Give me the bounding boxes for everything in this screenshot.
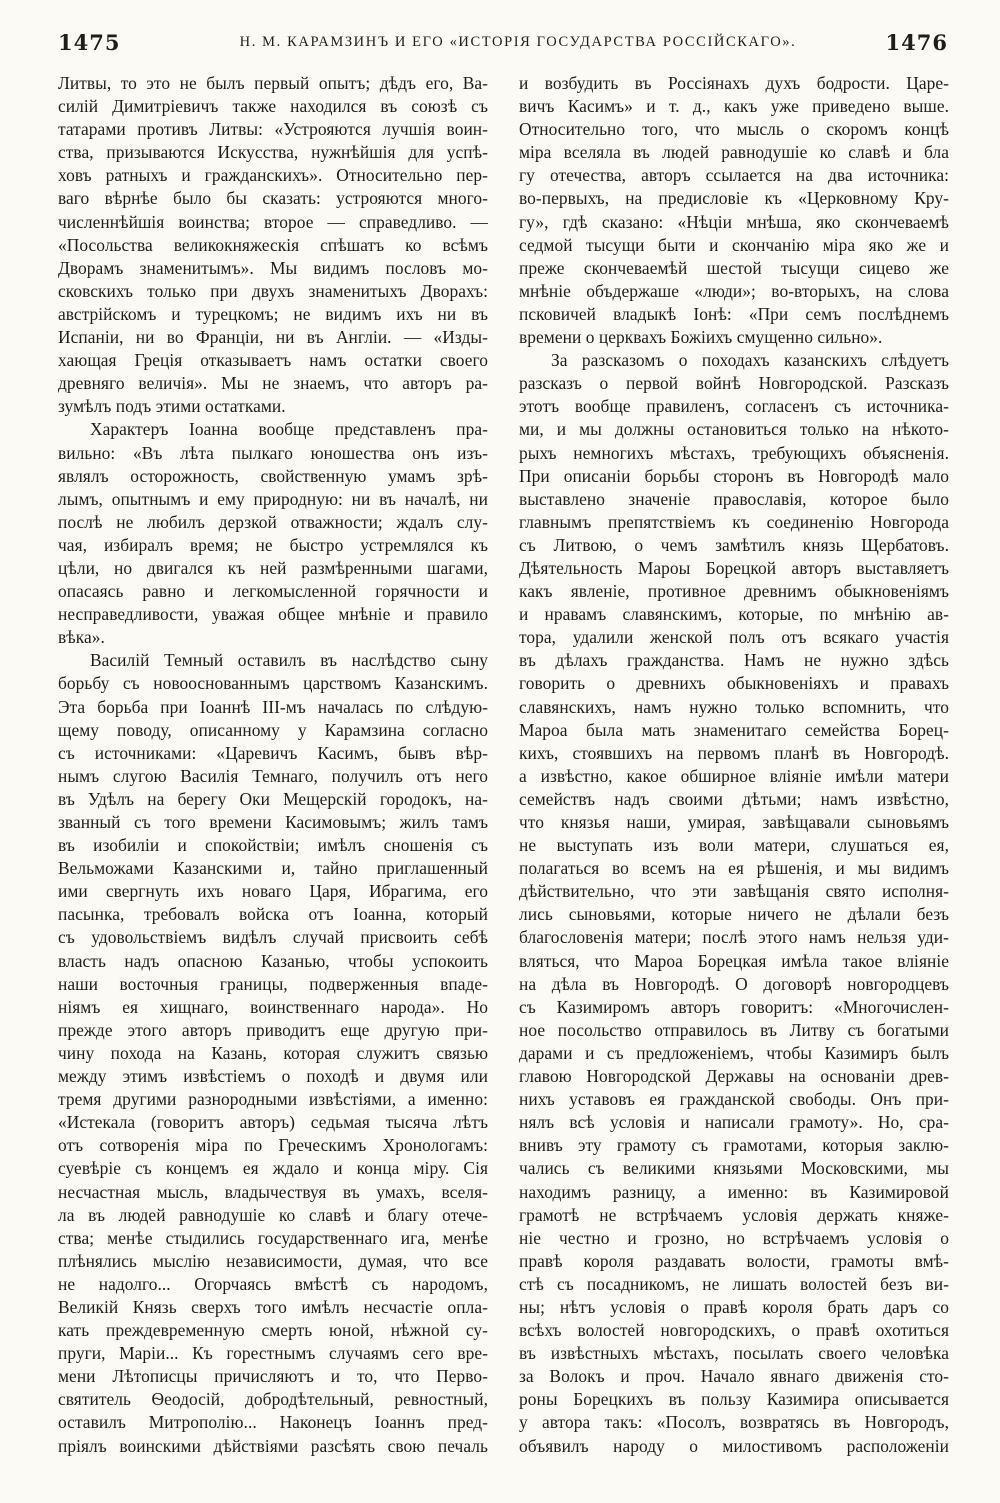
text-line: ства, призываются Искусства, нужнѣйшія для успѣ- [58, 142, 488, 163]
text-line: пасынка, требовалъ войска отъ Іоанна, который [58, 904, 488, 925]
text-line: чались съ великими князьями Московскими, мы [519, 1158, 949, 1179]
text-line: ми, и мы должны остановиться только на нѣкото- [519, 419, 949, 440]
text-line: славянскихъ, намъ нужно только вспомнить, что [519, 696, 949, 717]
page-number-right: 1476 [885, 30, 948, 55]
text-line: ны; нѣтъ условія о правѣ короля брать даръ со [519, 1296, 949, 1317]
text-line: вляться, что Мароа Борецкая имѣла такое вліяніе [519, 950, 949, 971]
text-line: во-первыхъ, на предисловіе къ «Церковному Кру- [519, 188, 949, 209]
text-line: ніямъ ея хищнаго, воинственнаго народа». Но [58, 996, 488, 1017]
text-line: ховъ ратныхъ и гражданскихъ». Относительно пер- [58, 165, 488, 186]
text-line: а извѣстно, какое обширное вліяніе имѣли матери [519, 765, 949, 786]
text-line: этотъ вообще правиленъ, согласенъ съ источника- [519, 396, 949, 417]
text-line: пруги, Маріи... Къ горестнымъ случаямъ сего вре- [58, 1343, 488, 1364]
text-line: лымъ, опытнымъ и ему природную: ни въ началѣ, ни [58, 488, 488, 509]
text-line: съ удовольствіемъ видѣлъ случай присвоить себѣ [58, 927, 488, 948]
text-line: мени Лѣтописцы причисляютъ и то, что Перво- [58, 1366, 488, 1387]
text-line: Вельможами Казанскими и, тайно приглашенный [58, 858, 488, 879]
text-line: и возбудить въ Россіянахъ духъ бодрости. Царе- [519, 73, 949, 93]
text-line: псковичей владыкѣ Іонѣ: «При семъ послѣднемъ [519, 303, 949, 324]
text-line: стѣ съ посадникомъ, не лишать волостей безъ ви- [519, 1273, 949, 1294]
text-line: у автора такъ: «Посолъ, возвратясь въ Новгородъ, [519, 1412, 949, 1433]
text-line: Василій Темный оставилъ въ наслѣдство сыну [90, 650, 488, 671]
text-line: правѣ короля раздавать волости, грамоты вмѣ- [519, 1250, 949, 1271]
page-header [58, 22, 948, 56]
text-line: грамотѣ не встрѣчаемъ условія держать княже- [519, 1204, 949, 1225]
text-line: наши восточныя границы, подверженныя впаде- [58, 973, 488, 994]
text-line: нялъ всѣ условія и написали грамоту». Но, сра- [519, 1112, 949, 1133]
text-line: не выступать изъ воли матери, слушаться ея, [519, 835, 949, 856]
text-line: чину похода на Казань, которая служитъ связью [58, 1042, 488, 1063]
text-line: плѣнялись мыслію независимости, думая, что все [58, 1250, 488, 1271]
text-line: гу отечества, авторъ ссылается на два источника: [519, 165, 949, 186]
text-line: внивъ эту грамоту съ грамотами, которыя заклю- [519, 1135, 949, 1156]
text-line: цѣли, но двигался къ ней размѣренными шагами, [58, 557, 488, 578]
text-line: татарами противъ Литвы: «Устрояются лучшія воин- [58, 119, 488, 140]
text-line: зумѣлъ подъ этими остатками. [58, 396, 286, 417]
text-line: не надолго... Огорчаясь вмѣстѣ съ народомъ, [58, 1273, 488, 1294]
text-line: званный съ того времени Касимовымъ; жилъ тамъ [58, 812, 488, 832]
text-line: главнымъ препятствіемъ къ соединенію Новгорода [519, 511, 949, 532]
text-line: древняго величія». Мы не знаемъ, что авторъ ра- [58, 373, 488, 394]
text-line: гу», гдѣ сказано: «Нѣціи мнѣша, яко скончеваемѣ [519, 211, 949, 232]
text-line: Эта борьба при Іоаннѣ III-мъ началась по слѣдую- [58, 696, 488, 717]
text-line: ими свергнуть ихъ новаго Царя, Ибрагима, его [58, 881, 488, 902]
text-line: ніе честно и грозно, но встрѣчаемъ условія о [519, 1227, 949, 1248]
text-line: рыхъ немногихъ мѣстахъ, требующихъ объясненія. [519, 442, 949, 463]
text-line: власть надъ опасною Казанью, чтобы успокоить [58, 950, 488, 971]
text-line: При описаніи борьбы сторонъ въ Новгородѣ мало [519, 465, 949, 486]
text-line: вичъ Касимъ» и т. д., какъ уже приведено выше. [519, 96, 949, 117]
text-line: дѣйствительно, что эти завѣщанія свято исполня- [519, 881, 949, 902]
text-line: Великій Князь сверхъ того имѣлъ несчастіе опла- [58, 1296, 488, 1317]
text-line: въ Удѣлъ на берегу Оки Мещерскій городокъ, на- [58, 788, 488, 809]
text-line: за Волокъ и проч. Начало явнаго движенія сто- [519, 1366, 949, 1387]
text-line: силій Димитріевичъ также находился въ союзѣ съ [58, 96, 488, 117]
text-line: всѣхъ волостей новгородскихъ, о правѣ охотиться [519, 1320, 949, 1341]
text-line: главою Новгородской Державы на основаніи древ- [519, 1066, 949, 1087]
text-line: опасаясь равно и легкомысленной горячности и [58, 581, 488, 602]
text-line: лись сыновьями, которые ничего не дѣлали безъ [519, 904, 949, 925]
text-line: Относительно того, что мысль о скоромъ концѣ [519, 119, 949, 140]
text-line: времени о церквахъ Божіихъ смущенно сильно». [519, 327, 883, 348]
text-line: вѣка». [58, 627, 105, 648]
text-line: суевѣріе съ концемъ ея ждало и конца міру. Сія [58, 1158, 488, 1179]
text-line: Дворамъ знаменитымъ». Мы видимъ пословъ мо- [58, 257, 488, 278]
text-line: въ извѣстныхъ мѣстахъ, посылать своего человѣка [519, 1343, 949, 1364]
text-line: нымъ слугою Василія Темнаго, получилъ отъ него [58, 765, 488, 786]
text-line: борьбу съ новооснованнымъ царствомъ Казанскимъ. [58, 673, 488, 694]
text-line: «Посольства великокняжескія спѣшатъ ко всѣмъ [58, 234, 488, 255]
text-line: чая, избиралъ время; не быстро устремлялся къ [58, 534, 488, 555]
text-line: съ источниками: «Царевичъ Касимъ, бывъ вѣр- [58, 742, 488, 763]
text-line: благословенія матери; послѣ этого намъ нельзя уди- [519, 927, 949, 948]
text-line: мнѣніе объдержаше «люди»; во-вторыхъ, на слова [519, 280, 949, 301]
text-line: въ дѣлахъ гражданства. Намъ не нужно здѣсь [519, 650, 949, 671]
text-line: находимъ разницу, а именно: въ Казимировой [519, 1181, 949, 1202]
text-line: несчастная мысль, владычествуя въ умахъ, вселя- [58, 1181, 488, 1202]
text-line: роны Борецкихъ въ пользу Казимира описывается [519, 1389, 949, 1410]
text-line: численнѣйшія воинства; второе — справедливо. — [58, 211, 488, 232]
text-line: кихъ, стоявшихъ на первомъ планѣ въ Новгородѣ. [519, 742, 949, 763]
text-line: кать преждевременную смерть юной, нѣжной су- [58, 1320, 488, 1341]
text-line: хающая Греція отказываетъ намъ остатки своего [58, 350, 488, 371]
right-column [519, 72, 949, 1458]
running-title: Н. М. КАРАМЗИНЪ И ЕГО «ИСТОРІЯ ГОСУДАРСТВА РОССІЙСКАГО». [239, 34, 797, 50]
text-line: міра вселяла въ людей равнодушіе ко славѣ и бла [519, 142, 949, 163]
text-line: являлъ осторожность, свойственную умамъ зрѣ- [58, 465, 488, 486]
text-line: несправедливости, уважая общее мнѣніе и правило [58, 604, 488, 625]
text-line: ства; менѣе стыдились государственнаго ига, менѣе [58, 1227, 488, 1248]
text-line: ла въ людей равнодушіе ко славѣ и благу отече- [58, 1204, 488, 1225]
text-line: послѣ не любилъ дерзкой отважности; ждалъ слу- [58, 511, 488, 532]
text-line: Дѣятельность Мароы Борецкой авторъ выставляетъ [519, 557, 949, 578]
text-line: Мароа была мать знаменитаго семейства Борец- [519, 719, 949, 740]
text-line: пріялъ воинскими дѣйствіями разсѣять свою печаль [58, 1435, 488, 1456]
text-line: и нравамъ славянскимъ, которые, по мнѣнію ав- [519, 604, 949, 625]
text-line: какъ явленіе, противное древнимъ обыкновеніямъ [519, 581, 949, 602]
text-line: преже скончеваемѣй шестой тысущи сицево же [519, 257, 949, 278]
text-line: съ Казимиромъ авторъ говоритъ: «Многочислен- [519, 996, 949, 1017]
text-line: седмой тысущи быти и скончанію міра яко же и [519, 234, 949, 255]
text-line: въ изобиліи и спокойствіи; имѣлъ сношенія съ [58, 835, 488, 856]
text-line: щему поводу, описанному у Карамзина согласно [58, 719, 488, 740]
text-line: говорить о древнихъ обыкновеніяхъ и правахъ [519, 673, 949, 694]
text-line: «Истекала (говоритъ авторъ) седьмая тысяча лѣтъ [58, 1112, 488, 1133]
text-line: объявилъ народу о милостивомъ расположеніи [519, 1435, 949, 1456]
text-line: на дѣла въ Новгородѣ. О договорѣ новгородцевъ [519, 973, 949, 994]
text-line: Литвы, то это не былъ первый опытъ; дѣдъ его, Ва- [58, 73, 488, 93]
text-line: нихъ уставовъ ея гражданской свободы. Онъ при- [519, 1089, 949, 1110]
text-line: семействъ надъ своими дѣтьми; намъ извѣстно, [519, 788, 949, 809]
text-line: сковскихъ только при двухъ знаменитыхъ Дворахъ: [58, 280, 488, 301]
text-line: оставилъ Митрополію... Наконецъ Іоаннъ пред- [58, 1412, 488, 1433]
text-line: Характеръ Іоанна вообще представленъ пра- [90, 419, 488, 440]
text-line: между этимъ извѣстіемъ о походѣ и двумя или [58, 1066, 488, 1087]
text-line: съ Литвою, о чемъ замѣтилъ князь Щербатовъ. [519, 534, 949, 555]
text-line: разсказъ о первой войнѣ Новгородской. Разсказъ [519, 373, 949, 394]
text-line: Испаніи, ни во Франціи, ни въ Англіи. — «Изды- [58, 327, 488, 348]
text-line: что князья наши, умирая, завѣщавали сыновьямъ [519, 812, 949, 832]
text-line: святитель Ѳеодосій, добродѣтельный, ревностный, [58, 1389, 488, 1410]
text-line: За разсказомъ о походахъ казанскихъ слѣдуетъ [551, 350, 949, 371]
page-number-left: 1475 [58, 30, 121, 55]
text-line: вильно: «Въ лѣта пылкаго юношества онъ изъ- [58, 442, 488, 463]
text-line: полагаться во всемъ на ея рѣшенія, и мы видимъ [519, 858, 949, 879]
text-line: выставлено значеніе православія, которое было [519, 488, 949, 509]
text-line: тора, удалили женской полъ отъ всякаго участія [519, 627, 949, 648]
text-line: прежде этого авторъ приводитъ еще другую при- [58, 1019, 488, 1040]
text-line: ное посольство отправилось въ Литву съ богатыми [519, 1019, 949, 1040]
left-column [58, 72, 488, 1458]
text-line: тремя другими разнородными извѣстіями, а именно: [58, 1089, 488, 1110]
text-line: отъ сотворенія міра по Греческимъ Хронологамъ: [58, 1135, 488, 1156]
text-line: австрійскомъ и турецкомъ; не видимъ ихъ ни въ [58, 303, 488, 324]
text-line: ваго вѣрнѣе было бы сказать: устрояются много- [58, 188, 488, 209]
text-line: дарами и съ предложеніемъ, чтобы Казимиръ былъ [519, 1042, 949, 1063]
